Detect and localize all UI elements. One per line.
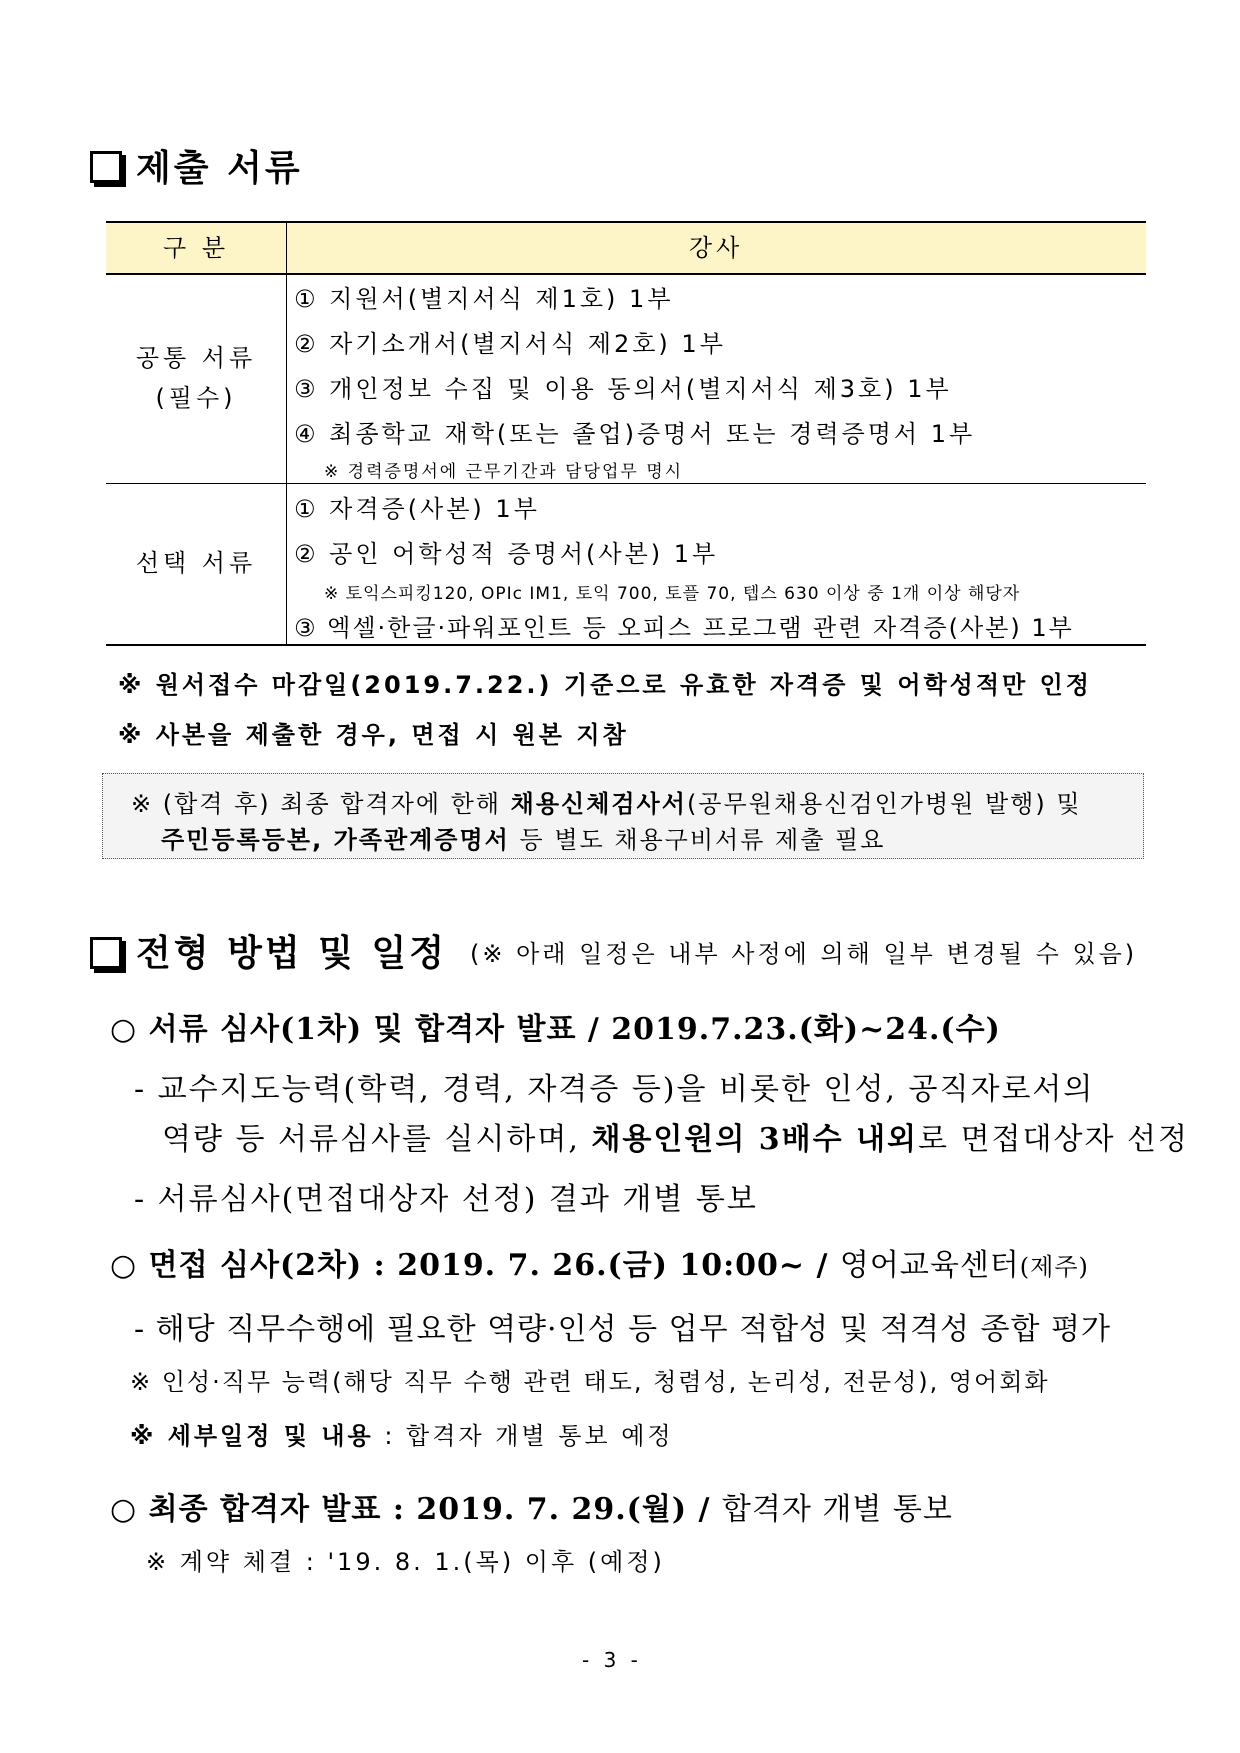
common-item-3: ③ 개인정보 수집 및 이용 동의서(별지서식 제3호) 1부 [294,375,952,403]
step1-heading: ○ 서류 심사(1차) 및 합격자 발표 / 2019.7.23.(화)~24.(수) [110,1012,1001,1047]
step3-heading [110,1484,953,1528]
table-row-divider [106,483,1146,484]
box-line-1 [131,784,1082,819]
box-line2-text-a: 주민등록등본, 가족관계증명서 [161,826,510,854]
step2-heading-text-b: 영어교육센터 [839,1248,1020,1283]
step2-note2-text-a: ※ 세부일정 및 내용 [130,1422,374,1450]
table-header-border [106,273,1146,275]
common-item-2: ② 자기소개서(별지서식 제2호) 1부 [294,330,726,358]
step1-desc2-text-a: 역량 등 서류심사를 실시하며, [162,1122,592,1157]
table-header-instructor: 강사 [688,234,744,262]
notice-deadline: ※ 원서접수 마감일(2019.7.22.) 기준으로 유효한 자격증 및 어학성적만 인정 [118,671,1092,699]
step1-desc-2 [162,1114,1189,1158]
step3-heading-text-a: ○ 최종 합격자 발표 : 2019. 7. 29.(월) / [110,1492,722,1527]
section-title-documents: 제출 서류 [136,148,303,189]
category-common-line1: 공통 서류 [135,344,257,372]
step3-heading-text-b: 합격자 개별 통보 [721,1492,953,1527]
step2-heading-text-c: (제주) [1019,1253,1089,1281]
step1-desc-1: - 교수지도능력(학력, 경력, 자격증 등)을 비롯한 인성, 공직자로서의 [134,1072,1095,1107]
step2-heading-text-a: ○ 면접 심사(2차) : 2019. 7. 26.(금) 10:00~ / [110,1248,840,1283]
page-number: - 3 - [582,1648,642,1672]
box-line1-text-a: ※ (합격 후) 최종 합격자에 한해 [131,790,511,818]
box-line2-text-b: 등 별도 채용구비서류 제출 필요 [509,826,886,854]
category-optional: 선택 서류 [135,549,257,577]
table-column-divider [286,221,287,644]
optional-item-3: ③ 엑셀·한글·파워포인트 등 오피스 프로그램 관련 자격증(사본) 1부 [294,614,1074,642]
common-note: ※ 경력증명서에 근무기간과 담당업무 명시 [324,462,684,482]
common-item-1: ① 지원서(별지서식 제1호) 1부 [294,285,674,313]
schedule-subtitle: (※ 아래 일정은 내부 사정에 의해 일부 변경될 수 있음) [470,940,1138,968]
step2-note2-text-b: : 합격자 개별 통보 예정 [373,1422,674,1450]
step2-heading [110,1240,1089,1284]
optional-note: ※ 토익스피킹120, OPIc IM1, 토익 700, 토플 70, 텝스 630 이상 중 1개 이상 해당자 [324,584,1021,604]
box-line-2 [161,820,885,855]
optional-item-1: ① 자격증(사본) 1부 [294,495,540,523]
step2-note-2 [130,1416,674,1451]
table-header-category: 구 분 [163,234,229,262]
box-line1-text-c: (공무원채용신검인가병원 발행) 및 [686,790,1082,818]
checkbox-bullet-icon [90,151,122,183]
step2-desc-1: - 해당 직무수행에 필요한 역량·인성 등 업무 적합성 및 적격성 종합 평가 [134,1312,1112,1347]
step2-note-1: ※ 인성·직무 능력(해당 직무 수행 관련 태도, 청렴성, 논리성, 전문성), 영어회화 [130,1368,1050,1396]
section-title-schedule: 전형 방법 및 일정 [136,933,448,974]
step1-desc2-text-c: 로 면접대상자 선정 [918,1122,1189,1157]
post-pass-documents-box [102,773,1144,859]
category-common-line2: (필수) [155,384,237,412]
step3-note: ※ 계약 체결 : '19. 8. 1.(목) 이후 (예정) [146,1548,665,1576]
table-bottom-border [106,644,1146,646]
box-line1-text-b: 채용신체검사서 [510,790,687,818]
step1-desc-3: - 서류심사(면접대상자 선정) 결과 개별 통보 [134,1182,758,1217]
common-item-4: ④ 최종학교 재학(또는 졸업)증명서 또는 경력증명서 1부 [294,420,976,448]
optional-item-2: ② 공인 어학성적 증명서(사본) 1부 [294,540,719,568]
checkbox-bullet-icon [90,937,122,969]
step1-desc2-text-b: 채용인원의 3배수 내외 [591,1122,919,1157]
notice-originals: ※ 사본을 제출한 경우, 면접 시 원본 지참 [118,721,629,749]
